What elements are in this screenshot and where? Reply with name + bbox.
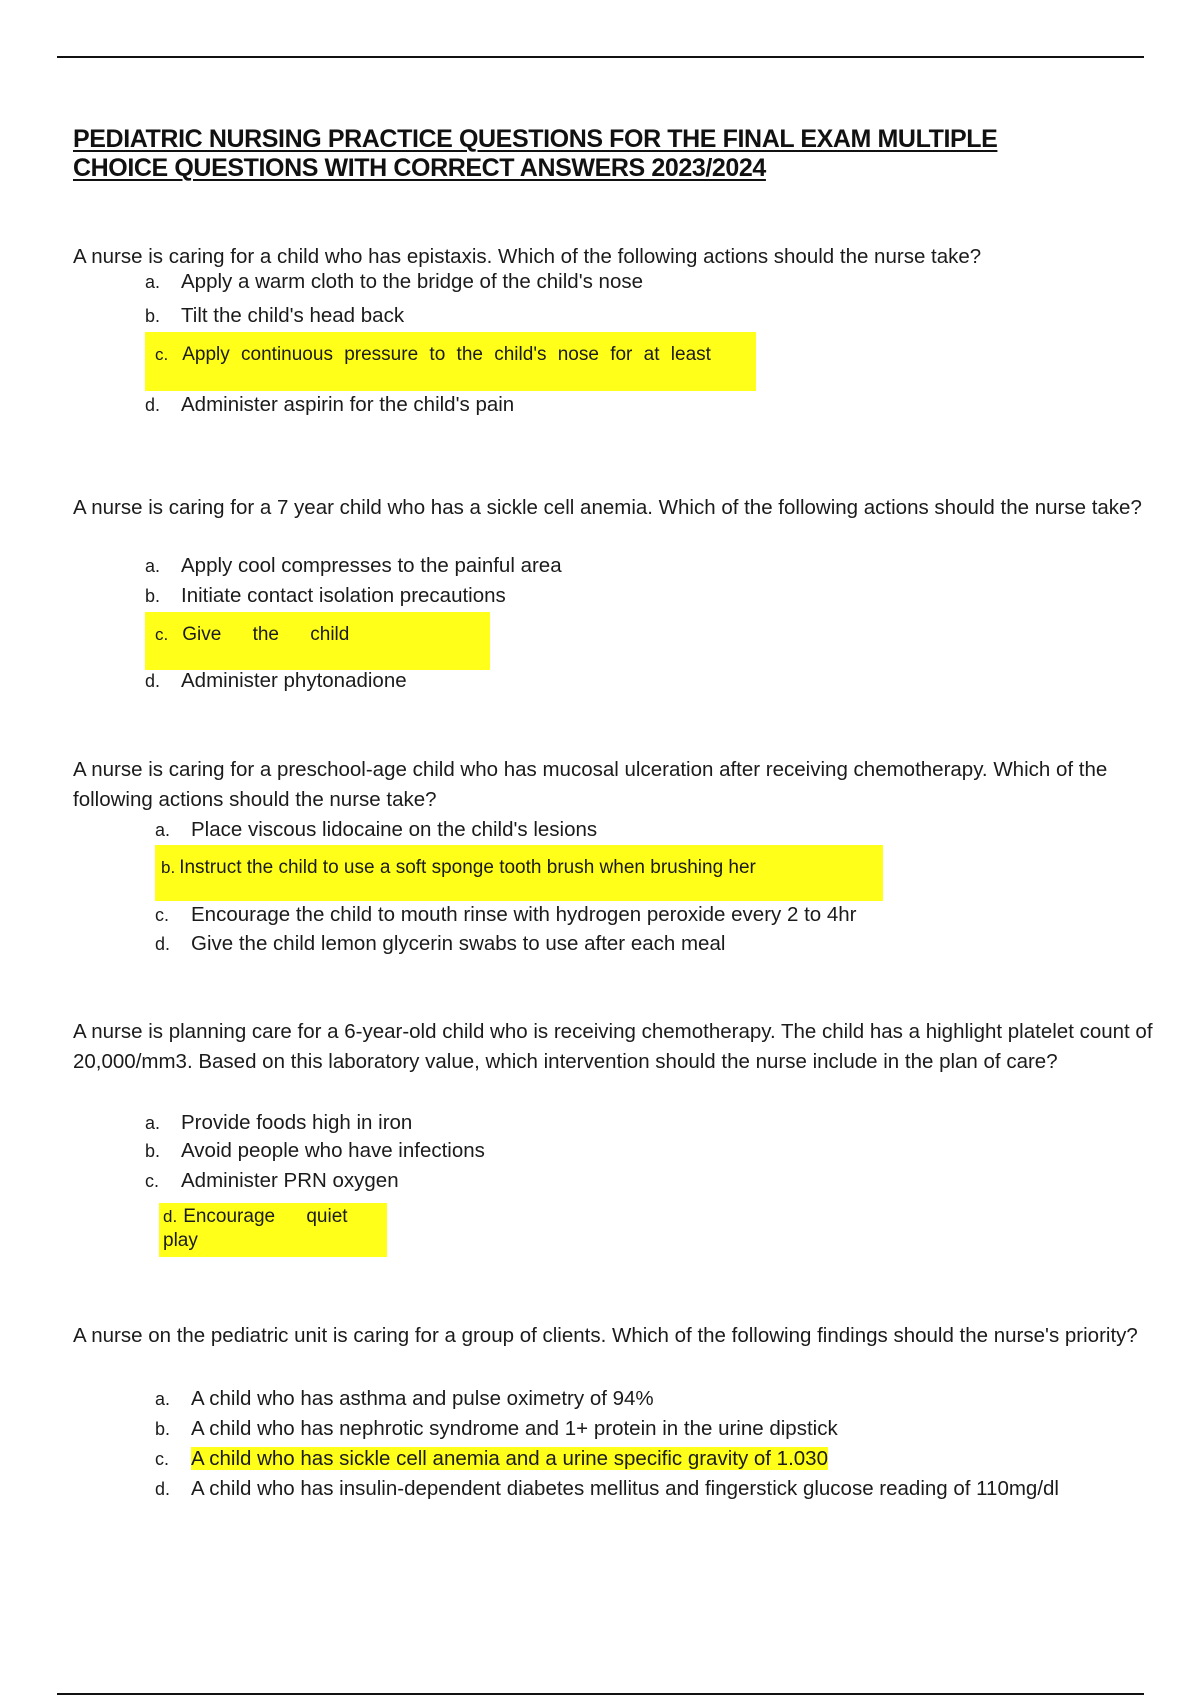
option-letter: c. <box>145 1171 160 1191</box>
q1-option-c-highlighted[interactable] <box>145 332 756 391</box>
top-rule <box>57 56 1144 58</box>
option-letter: d. <box>145 395 161 415</box>
option-letter: a. <box>145 556 161 576</box>
option-text: Give the child lemon glycerin swabs to use after each meal <box>191 932 726 955</box>
option-text: Administer aspirin for the child's pain <box>181 393 515 416</box>
option-letter: d. <box>155 1479 171 1499</box>
question-4-stem: A nurse is planning care for a 6-year-old child who is receiving chemotherapy. The child has a highlight platelet count of 20,000/mm3. Based on this laboratory value, which intervention should the nurse include in the plan of care? <box>73 1020 1153 1073</box>
option-letter: b. <box>155 1419 171 1439</box>
option-letter: c. <box>155 345 169 364</box>
q1-option-b[interactable] <box>145 302 404 330</box>
q3-option-a[interactable] <box>155 816 597 844</box>
title-line-2: CHOICE QUESTIONS WITH CORRECT ANSWERS 2023/2024 <box>73 154 766 182</box>
option-text: Provide foods high in iron <box>181 1111 413 1134</box>
option-text: Apply cool compresses to the painful area <box>181 554 562 577</box>
option-text: A child who has asthma and pulse oximetry of 94% <box>191 1387 654 1410</box>
bottom-rule <box>57 1693 1144 1695</box>
option-letter: d. <box>145 671 161 691</box>
option-letter: c. <box>155 905 170 925</box>
option-letter: a. <box>155 820 171 840</box>
q2-option-a[interactable] <box>145 552 562 580</box>
question-5-stem: A nurse on the pediatric unit is caring for a group of clients. Which of the following findings should the nurse's priority? <box>73 1324 1138 1347</box>
option-letter: b. <box>161 858 176 877</box>
q1-option-a[interactable] <box>145 268 643 296</box>
q5-option-d[interactable] <box>155 1475 1059 1503</box>
option-letter: d. <box>155 934 171 954</box>
q2-option-b[interactable] <box>145 582 506 610</box>
option-text: Encourage the child to mouth rinse with hydrogen peroxide every 2 to 4hr <box>191 903 857 926</box>
option-text: Give the child <box>182 624 350 645</box>
q3-option-c[interactable] <box>155 901 857 929</box>
q2-option-d[interactable] <box>145 667 407 695</box>
q4-option-a[interactable] <box>145 1109 412 1137</box>
option-letter: d. <box>163 1207 178 1226</box>
question-1-stem: A nurse is caring for a child who has epistaxis. Which of the following actions should the nurse take? <box>73 245 982 268</box>
q5-option-b[interactable] <box>155 1415 838 1443</box>
option-text: Encourage quiet <box>183 1206 348 1227</box>
option-text: Initiate contact isolation precautions <box>181 584 506 607</box>
option-letter: c. <box>155 625 169 644</box>
q5-option-c[interactable] <box>155 1445 828 1473</box>
option-text: Apply continuous pressure to the child's nose for at least <box>182 344 711 365</box>
q4-option-b[interactable] <box>145 1137 485 1165</box>
option-text-highlighted: A child who has sickle cell anemia and a urine specific gravity of 1.030 <box>191 1447 828 1470</box>
q3-option-d[interactable] <box>155 930 725 958</box>
option-letter: a. <box>145 1113 161 1133</box>
option-letter: c. <box>155 1449 170 1469</box>
option-letter: a. <box>145 272 161 292</box>
option-letter: b. <box>145 1141 161 1161</box>
option-text: Place viscous lidocaine on the child's lesions <box>191 818 598 841</box>
option-text: Avoid people who have infections <box>181 1139 485 1162</box>
title-line-1: PEDIATRIC NURSING PRACTICE QUESTIONS FOR THE FINAL EXAM MULTIPLE <box>73 125 998 153</box>
option-text: Apply a warm cloth to the bridge of the child's nose <box>181 270 644 293</box>
option-letter: b. <box>145 306 161 326</box>
q1-option-d[interactable] <box>145 391 514 419</box>
q3-option-b-highlighted[interactable] <box>155 845 883 901</box>
option-letter: b. <box>145 586 161 606</box>
q4-option-d-highlighted[interactable] <box>159 1203 387 1257</box>
q5-option-a[interactable] <box>155 1385 654 1413</box>
option-text: A child who has insulin-dependent diabetes mellitus and fingerstick glucose reading of 110mg/dl <box>191 1477 1059 1500</box>
option-text: Administer phytonadione <box>181 669 407 692</box>
question-2-stem: A nurse is caring for a 7 year child who has a sickle cell anemia. Which of the following actions should the nurse take? <box>73 496 1142 519</box>
option-text: Tilt the child's head back <box>181 304 405 327</box>
question-3-stem: A nurse is caring for a preschool-age child who has mucosal ulceration after receiving chemotherapy. Which of the following actions should the nurse take? <box>73 758 1108 811</box>
option-text: A child who has nephrotic syndrome and 1+ protein in the urine dipstick <box>191 1417 838 1440</box>
q2-option-c-highlighted[interactable] <box>145 612 490 670</box>
option-letter: a. <box>155 1389 171 1409</box>
option-text: Instruct the child to use a soft sponge tooth brush when brushing her <box>179 857 756 878</box>
option-text: Administer PRN oxygen <box>181 1169 399 1192</box>
document-title <box>73 125 1133 183</box>
q4-option-c[interactable] <box>145 1167 399 1195</box>
option-text-line2: play <box>163 1230 198 1251</box>
